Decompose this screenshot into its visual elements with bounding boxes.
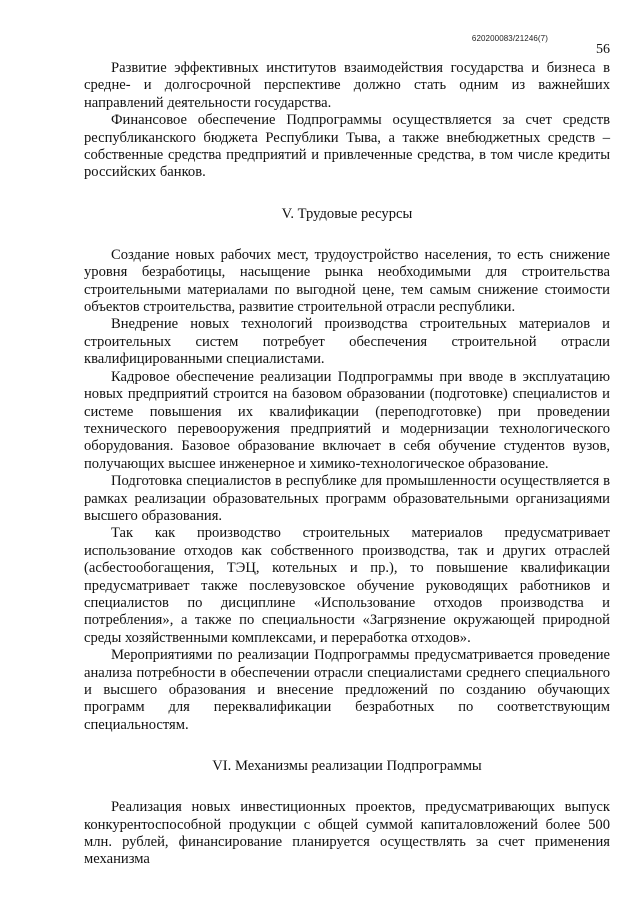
paragraph: Внедрение новых технологий производства строительных материалов и строительных систем потребует обеспечения строительной отрасли квалифицированными специалистами.	[84, 316, 610, 368]
paragraph: Реализация новых инвестиционных проектов, предусматривающих выпуск конкурентоспособной продукции с общей суммой капиталовложений более 500 млн. рублей, финансирование планируется осуществлять за счет применения механизма	[84, 799, 610, 868]
paragraph: Развитие эффективных институтов взаимодействия государства и бизнеса в средне- и долгосрочной перспективе должно стать одним из важнейших направлений деятельности государства.	[84, 60, 610, 111]
paragraph: Подготовка специалистов в республике для промышленности осуществляется в рамках реализации образовательных программ образовательными организациями высшего образования.	[84, 473, 610, 524]
document-body	[84, 60, 610, 869]
paragraph: Мероприятиями по реализации Подпрограммы предусматривается проведение анализа потребности в обеспечении отрасли специалистами среднего специального и высшего образования и внесение предложений по созданию обучающих программ для переквалификации безработных по соответствующим специальностям.	[84, 647, 610, 733]
paragraph: Финансовое обеспечение Подпрограммы осуществляется за счет средств республиканского бюджета Республики Тыва, а также внебюджетных средств – собственные средства предприятий и привлеченные средства, в том числе кредиты российских банков.	[84, 112, 610, 181]
section-heading: VI. Механизмы реализации Подпрограммы	[212, 758, 482, 775]
document-code: 620200083/21246(7)	[471, 34, 548, 43]
paragraph: Создание новых рабочих мест, трудоустройство населения, то есть снижение уровня безработицы, насыщение рынка необходимыми для строительства строительными материалами по выгодной цене, тем самым снижение стоимости объектов строительства, развитие строительной отрасли республики.	[84, 246, 610, 316]
paragraph: Так как производство строительных материалов предусматривает использование отходов как собственного производства, так и других отраслей (асбестообогащения, ТЭЦ, котельных и пр.), то повышение квалификации предусматривает также послевузовское обучение руководящих работников и специалистов по дисциплине «Использование отходов производства и потребления», а также по специальности «Загрязнение окружающей природной среды хозяйственными комплексами, и переработка отходов».	[84, 525, 610, 646]
paragraph: Кадровое обеспечение реализации Подпрограммы при вводе в эксплуатацию новых предприятий строится на базовом образовании (подготовке) специалистов и системе повышения их квалификации (переподготовке) при проведении технического перевооружения предприятий и модернизации технологического оборудования. Базовое образование включает в себя обучение студентов вузов, получающих высшее инженерное и химико-технологическое образование.	[84, 368, 610, 472]
page-number: 56	[596, 42, 610, 57]
section-heading: V. Трудовые ресурсы	[281, 205, 413, 222]
